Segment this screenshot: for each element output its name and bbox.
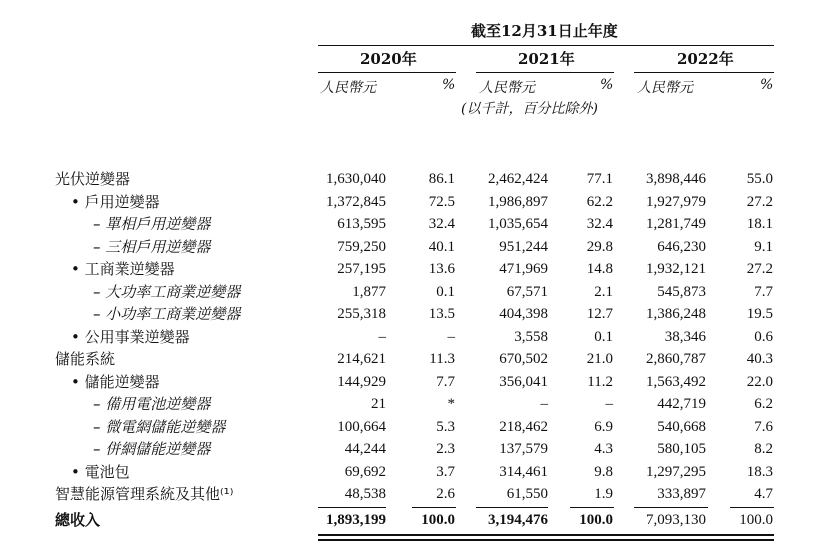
cell-2022-pct: 27.2 <box>746 261 773 277</box>
total-2020-value: 1,893,199 <box>326 512 386 528</box>
currency-2022: 人民幣元 <box>637 80 693 96</box>
cell-2020-value: 44,244 <box>344 441 386 457</box>
cell-2021-pct: 29.8 <box>586 238 613 255</box>
subtotal-rule-c5 <box>634 507 708 508</box>
subtotal-rule-c6 <box>730 507 774 508</box>
table-row <box>0 416 832 438</box>
cell-2022-pct: 7.6 <box>754 418 773 435</box>
table-row <box>0 461 832 483</box>
cell-2020-value: 255,318 <box>337 306 386 322</box>
subtotal-rule-c3 <box>476 507 548 508</box>
cell-2021-pct: 21.0 <box>586 351 613 367</box>
cell-2021-pct: 11.2 <box>587 373 613 390</box>
cell-2022-pct: 22.0 <box>746 373 773 390</box>
year-2020: 2020年 <box>360 50 417 68</box>
cell-2021-pct: 12.7 <box>586 306 613 322</box>
period-rule <box>318 45 774 46</box>
cell-2021-value: 471,969 <box>499 261 548 277</box>
cell-2020-pct: 0.1 <box>436 283 455 300</box>
cell-2021-value: 1,986,897 <box>488 193 548 210</box>
cell-2022-pct: 55.0 <box>746 171 773 187</box>
cell-2020-pct: * <box>447 396 455 412</box>
subtotal-rule-c4 <box>570 507 614 508</box>
table-row <box>0 371 832 393</box>
cell-2021-value: 1,035,654 <box>488 216 548 232</box>
cell-2021-pct: 2.1 <box>594 283 613 300</box>
cell-2022-pct: 18.1 <box>746 216 773 232</box>
cell-2022-value: 442,719 <box>657 396 706 412</box>
cell-2020-value: 100,664 <box>337 418 386 435</box>
cell-2020-pct: 13.5 <box>428 306 455 322</box>
cell-2020-pct: 3.7 <box>436 463 455 480</box>
cell-2021-pct: – <box>605 396 613 412</box>
total-2022-value: 7,093,130 <box>646 512 706 528</box>
pct-2022: % <box>760 77 774 93</box>
cell-2022-pct: 27.2 <box>746 193 773 210</box>
cell-2022-value: 333,897 <box>657 486 706 502</box>
cell-2021-pct: 6.9 <box>594 418 613 435</box>
cell-2020-pct: 2.6 <box>436 486 455 502</box>
total-2021-value: 3,194,476 <box>488 512 548 528</box>
table-row <box>0 191 832 213</box>
cell-2020-pct: 5.3 <box>436 418 455 435</box>
currency-2020: 人民幣元 <box>320 80 376 96</box>
cell-2020-pct: 13.6 <box>428 261 455 277</box>
row-label: – 三相戶用逆變器 <box>93 237 211 256</box>
cell-2021-value: 670,502 <box>499 351 548 367</box>
row-label: • 電池包 <box>71 462 130 481</box>
cell-2021-pct: 62.2 <box>586 193 613 210</box>
table-row <box>0 393 832 415</box>
cell-2021-value: – <box>540 396 548 412</box>
row-label: – 單相戶用逆變器 <box>93 215 211 233</box>
cell-2021-pct: 14.8 <box>586 261 613 277</box>
subtotal-rule-c1 <box>318 507 386 508</box>
cell-2020-pct: 11.3 <box>429 351 455 367</box>
pct-2020: % <box>442 77 456 93</box>
cell-2021-value: 67,571 <box>506 283 548 300</box>
cell-2020-pct: – <box>447 328 455 345</box>
subtotal-rule-c2 <box>412 507 456 508</box>
cell-2022-value: 1,386,248 <box>646 306 706 322</box>
cell-2021-value: 3,558 <box>514 328 548 345</box>
row-label: • 儲能逆變器 <box>71 372 160 391</box>
cell-2020-pct: 32.4 <box>428 216 455 232</box>
year-2021: 2021年 <box>518 50 575 68</box>
table-row <box>0 258 832 280</box>
table-row <box>0 483 832 505</box>
cell-2022-pct: 7.7 <box>754 283 773 300</box>
cell-2020-value: 257,195 <box>337 261 386 277</box>
total-2021-pct: 100.0 <box>579 512 613 528</box>
table-row <box>0 326 832 348</box>
row-label: – 大功率工商業逆變器 <box>93 282 241 301</box>
cell-2022-pct: 9.1 <box>754 238 773 255</box>
row-label: • 工商業逆變器 <box>71 260 175 278</box>
cell-2020-pct: 86.1 <box>428 171 455 187</box>
row-label: 儲能系統 <box>55 350 116 368</box>
cell-2020-value: 144,929 <box>337 373 386 390</box>
cell-2022-pct: 18.3 <box>746 463 773 480</box>
cell-2020-value: 613,595 <box>337 216 386 232</box>
cell-2020-pct: 40.1 <box>428 238 455 255</box>
unit-note: (以千計，百分比除外) <box>461 101 598 117</box>
cell-2022-pct: 8.2 <box>754 441 773 457</box>
cell-2020-value: 1,877 <box>352 283 386 300</box>
table-row <box>0 438 832 460</box>
total-2022-pct: 100.0 <box>739 512 773 528</box>
row-label: – 小功率工商業逆變器 <box>93 305 241 323</box>
cell-2022-value: 2,860,787 <box>646 351 706 367</box>
cell-2022-value: 1,927,979 <box>646 193 706 210</box>
cell-2020-value: – <box>378 328 386 345</box>
cell-2022-value: 540,668 <box>657 418 706 435</box>
cell-2021-pct: 0.1 <box>594 328 613 345</box>
cell-2022-value: 646,230 <box>657 238 706 255</box>
total-2020-pct: 100.0 <box>421 512 455 528</box>
cell-2022-value: 1,932,121 <box>646 261 706 277</box>
row-label: 光伏逆變器 <box>55 170 131 188</box>
pct-2021: % <box>600 77 614 93</box>
total-double-rule-b <box>318 539 774 541</box>
row-label: – 微電網儲能逆變器 <box>93 417 226 436</box>
cell-2022-pct: 4.7 <box>754 486 773 502</box>
cell-2020-value: 1,372,845 <box>326 193 386 210</box>
cell-2022-value: 580,105 <box>657 441 706 457</box>
cell-2022-value: 3,898,446 <box>646 171 706 187</box>
cell-2020-value: 214,621 <box>337 351 386 367</box>
cell-2021-pct: 77.1 <box>586 171 613 187</box>
cell-2021-value: 356,041 <box>499 373 548 390</box>
row-label: – 備用電池逆變器 <box>93 395 211 413</box>
cell-2021-value: 404,398 <box>499 306 548 322</box>
year-rule-2020 <box>318 72 456 73</box>
table-row <box>0 281 832 303</box>
total-double-rule-a <box>318 534 774 536</box>
cell-2021-value: 2,462,424 <box>488 171 548 187</box>
table-row <box>0 168 832 190</box>
currency-2021: 人民幣元 <box>479 80 535 96</box>
cell-2022-pct: 0.6 <box>754 328 773 345</box>
total-label: 總收入 <box>55 511 101 529</box>
year-rule-2022 <box>634 72 774 73</box>
cell-2020-pct: 72.5 <box>428 193 455 210</box>
cell-2022-value: 1,563,492 <box>646 373 706 390</box>
cell-2020-pct: 7.7 <box>436 373 455 390</box>
cell-2020-value: 1,630,040 <box>326 171 386 187</box>
cell-2021-value: 218,462 <box>499 418 548 435</box>
cell-2021-pct: 1.9 <box>594 486 613 502</box>
cell-2020-value: 48,538 <box>344 486 386 502</box>
total-row <box>0 509 832 531</box>
period-header: 截至12月31日止年度 <box>471 22 618 40</box>
cell-2022-value: 1,281,749 <box>646 216 706 232</box>
table-row <box>0 303 832 325</box>
cell-2020-pct: 2.3 <box>436 441 455 457</box>
table-row <box>0 213 832 235</box>
cell-2021-pct: 4.3 <box>594 441 613 457</box>
cell-2020-value: 759,250 <box>337 238 386 255</box>
cell-2022-value: 38,346 <box>664 328 706 345</box>
row-label: 智慧能源管理系統及其他⁽¹⁾ <box>55 485 234 503</box>
cell-2021-value: 137,579 <box>499 441 548 457</box>
row-label: – 併網儲能逆變器 <box>93 440 211 458</box>
cell-2022-pct: 6.2 <box>754 396 773 412</box>
year-2022: 2022年 <box>677 50 734 68</box>
cell-2021-value: 314,461 <box>499 463 548 480</box>
row-label: • 公用事業逆變器 <box>71 327 190 346</box>
year-rule-2021 <box>476 72 614 73</box>
cell-2020-value: 21 <box>371 396 386 412</box>
table-row <box>0 236 832 258</box>
cell-2022-pct: 19.5 <box>746 306 773 322</box>
cell-2020-value: 69,692 <box>344 463 386 480</box>
table-row <box>0 348 832 370</box>
cell-2022-value: 1,297,295 <box>646 463 706 480</box>
cell-2021-pct: 9.8 <box>594 463 613 480</box>
row-label: • 戶用逆變器 <box>71 192 160 211</box>
cell-2022-pct: 40.3 <box>746 351 773 367</box>
cell-2021-value: 951,244 <box>499 238 548 255</box>
cell-2021-pct: 32.4 <box>586 216 613 232</box>
cell-2022-value: 545,873 <box>657 283 706 300</box>
cell-2021-value: 61,550 <box>506 486 548 502</box>
